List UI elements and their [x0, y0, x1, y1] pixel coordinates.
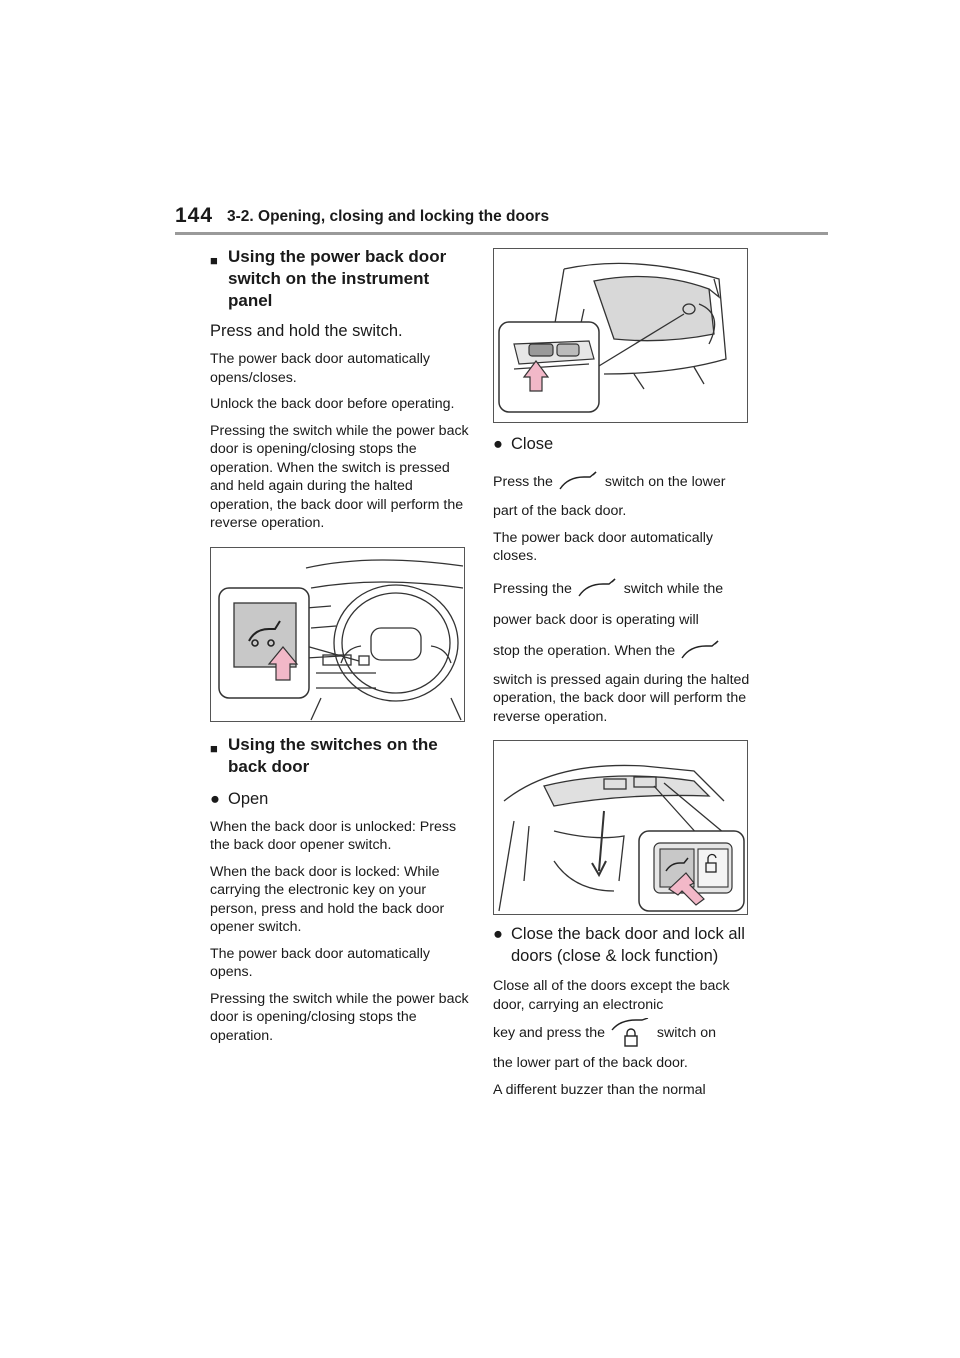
back-door-close-icon — [576, 578, 620, 600]
para-locked: When the back door is locked: While carrying the electronic key on your person, press and hold the back door opener switch. — [210, 863, 445, 935]
instrument-panel-illustration — [211, 548, 464, 721]
page-header — [175, 200, 828, 236]
para-auto-closes: The power back door automatically closes. — [493, 529, 714, 564]
figure-back-door-opener — [493, 248, 748, 423]
right-column — [493, 240, 753, 1099]
para-operating: power back door is operating will — [493, 611, 699, 628]
back-door-close-icon — [557, 471, 601, 493]
para-reverse-close: switch is pressed again during the halted operation, the back door will perform the reverse operation. — [493, 671, 750, 725]
figure-back-door-switches — [493, 740, 748, 915]
header-rule — [175, 232, 828, 235]
back-door-switches-illustration — [494, 741, 747, 914]
heading-instrument-panel: ■ Using the power back door switch on the instrument panel — [210, 247, 447, 310]
bullet-close-lock: ● Close the back door and lock all doors (close & lock function) — [493, 925, 745, 965]
para-press-close-switch: Press the switch on the lower — [493, 467, 753, 498]
back-door-lock-icon — [609, 1018, 653, 1048]
round-bullet-icon: ● — [493, 925, 503, 943]
para-reverse: Pressing the switch while the power back door is opening/closing stops the operation. When the switch is pressed and held again during the halted operation, the back door will perform the reverse operation. — [210, 422, 469, 531]
figure-instrument-panel-switch — [210, 547, 465, 722]
para-unlocked: When the back door is unlocked: Press the back door opener switch. — [210, 818, 457, 853]
para-stop: Pressing the switch while the power back door is opening/closing stops the operation. — [210, 990, 469, 1044]
square-bullet-icon: ■ — [210, 253, 218, 268]
section-title: 3-2. Opening, closing and locking the doors — [227, 208, 550, 225]
bullet-open: ● Open — [210, 789, 269, 808]
bullet-close: ● Close — [493, 435, 554, 453]
back-door-close-icon — [679, 640, 723, 662]
para-pressing-close: Pressing the switch while the — [493, 574, 753, 605]
para-lower-part: part of the back door. — [493, 503, 627, 519]
square-bullet-icon: ■ — [210, 740, 218, 756]
para-press-lock-switch: key and press the switch on — [493, 1016, 753, 1050]
para-close-all: Close all of the doors except the back door, carrying an electronic — [493, 978, 730, 1013]
para-auto-opens: The power back door automatically opens/closes. — [210, 351, 431, 386]
lead-press-hold: Press and hold the switch. — [210, 322, 403, 340]
para-lower-part-2: the lower part of the back door. — [493, 1055, 688, 1071]
round-bullet-icon: ● — [493, 435, 503, 453]
para-stop-when: stop the operation. When the — [493, 636, 753, 667]
para-buzzer: A different buzzer than the normal — [493, 1081, 706, 1098]
para-auto-opens-2: The power back door automatically opens. — [210, 945, 431, 980]
para-unlock: Unlock the back door before operating. — [210, 396, 455, 412]
page-number: 144 — [175, 204, 214, 227]
round-bullet-icon: ● — [210, 789, 220, 808]
back-door-opener-illustration — [494, 249, 747, 422]
left-column — [210, 240, 472, 1045]
heading-back-door-switches: ■ Using the switches on the back door — [210, 734, 438, 776]
